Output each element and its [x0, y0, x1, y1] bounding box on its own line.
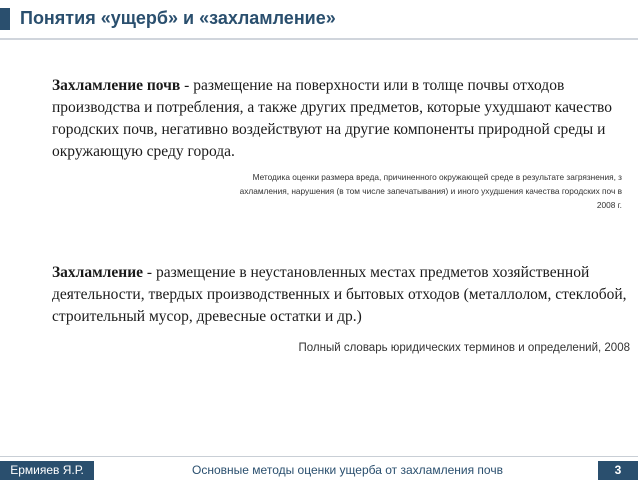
definition-2-separator: -: [143, 264, 156, 281]
title-accent-bar: [0, 8, 10, 30]
slide-footer: [0, 456, 638, 479]
slide-title: Понятия «ущерб» и «захламление»: [20, 8, 336, 28]
definition-2-term: Захламление: [52, 264, 144, 281]
definition-2: [52, 262, 627, 328]
definition-1: [52, 75, 622, 163]
definition-1-separator: -: [180, 77, 194, 94]
definition-1-source: Методика оценки размера вреда, причиненного окружающей среде в результате загрязнения, з ахламления, нарушения (в том числе запечатывания) и иного ухудшения качества городских поч в 2008 г.: [239, 172, 622, 210]
page-number: 3: [598, 461, 638, 480]
slide-header: [0, 0, 638, 40]
definition-2-source: Полный словарь юридических терминов и определений, 2008: [298, 342, 630, 354]
definition-1-text: размещение на поверхности или в толще почвы отходов производства и потребления, а также других предметов, которые ухудшают качество городских почв, негативно воздействуют на другие компоненты природной среды и окружающую среду города.: [52, 77, 613, 160]
definition-1-term: Захламление почв: [52, 77, 181, 94]
footer-author: Ермияев Я.Р.: [0, 461, 94, 480]
footer-title: Основные методы оценки ущерба от захламления почв: [192, 463, 503, 477]
definition-2-text: размещение в неустановленных местах предметов хозяйственной деятельности, твердых производственных и бытовых отходов (металлолом, стеклобой, строительный мусор, древесные остатки и др.): [52, 264, 627, 325]
